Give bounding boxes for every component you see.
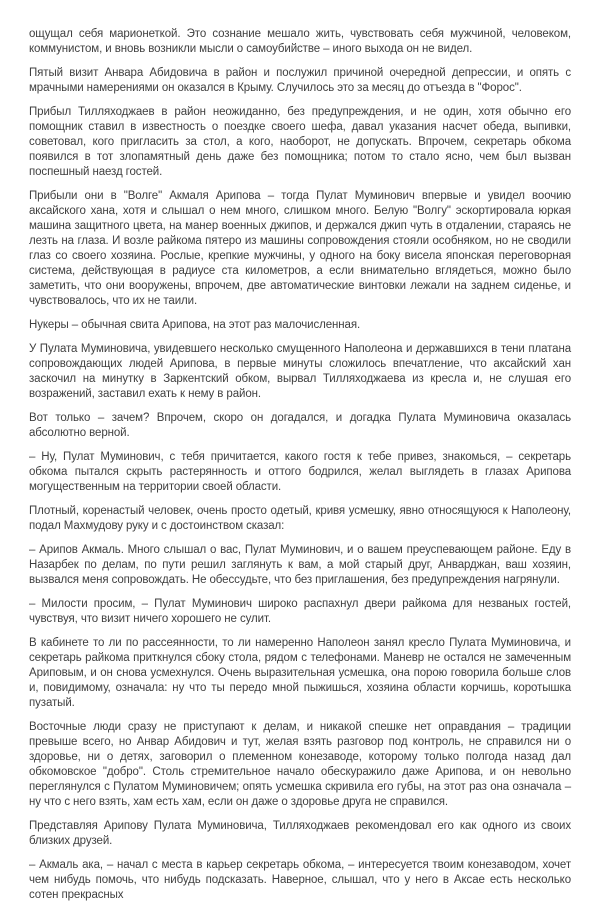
paragraph: – Ну, Пулат Муминович, с тебя причитается, какого гостя к тебе привез, знакомься, – секретарь обкома пытался скрыть растерянность и оттого бодрился, желал выглядеть в глазах Арипова могущественным на территории своей области.	[29, 451, 571, 493]
paragraph: Прибыл Тилляходжаев в район неожиданно, без предупреждения, и не один, хотя обычно его помощник ставил в известность о поездке своего шефа, давал указания насчет обеда, выпивки, советовал, кого пригласить за стол, а кого, наоборот, не допускать. Впрочем, секретарь обкома появился в тот злопамятный день даже без помощника; потом то стало ясно, чем был вызван поспешный наезд гостей.	[29, 106, 571, 178]
text-body	[29, 27, 571, 903]
paragraph: ощущал себя марионеткой. Это сознание мешало жить, чувствовать себя мужчиной, человеком, коммунистом, и вновь возникли мысли о самоубийстве – иного выхода он не видел.	[29, 28, 571, 55]
paragraph: – Милости просим, – Пулат Муминович широко распахнул двери райкома для незваных гостей, чувствуя, что визит ничего хорошего не сулит.	[29, 598, 571, 625]
paragraph: Пятый визит Анвара Абидовича в район и послужил причиной очередной депрессии, и опять с мрачными намерениями он оказался в Крыму. Случилось это за месяц до отъезда в "Форос".	[29, 67, 571, 94]
paragraph: Прибыли они в "Волге" Акмаля Арипова – тогда Пулат Муминович впервые и увидел воочию аксайского хана, хотя и слышал о нем много, слишком много. Белую "Волгу" эскортировала юркая машина защитного цвета, на манер военных джипов, и держался джип чуть в отдалении, стараясь не лезть на глаза. И возле райкома пятеро из машины сопровождения стояли особняком, но не сводили глаз со своего хозяина. Рослые, крепкие мужчины, у одного на боку висела японская переговорная система, действующая в радиусе ста километров, а если внимательно вглядеться, можно было заметить, что они вооружены, впрочем, две автоматические винтовки лежали на заднем сиденье, и чувствовалось, что их не таили.	[29, 190, 571, 307]
paragraph: В кабинете то ли по рассеянности, то ли намеренно Наполеон занял кресло Пулата Муминовича, и секретарь райкома приткнулся сбоку стола, рядом с телефонами. Маневр не остался не замеченным Ариповым, и он снова усмехнулся. Очень выразительная усмешка, она порою говорила больше слов и, повидимому, означала: ну что ты передо мной пыжишься, хозяина области корчишь, коротышка пузатый.	[29, 637, 571, 709]
paragraph: – Акмаль ака, – начал с места в карьер секретарь обкома, – интересуется твоим конезаводом, хочет чем нибудь помочь, что нибудь подсказать. Наверное, слышал, что у него в Аксае есть несколько сотен прекрасных	[29, 859, 571, 901]
paragraph: Вот только – зачем? Впрочем, скоро он догадался, и догадка Пулата Муминовича оказалась абсолютно верной.	[29, 412, 571, 439]
paragraph: Нукеры – обычная свита Арипова, на этот раз малочисленная.	[29, 319, 361, 331]
paragraph: Плотный, коренастый человек, очень просто одетый, кривя усмешку, явно относящуюся к Наполеону, подал Махмудову руку и с достоинством сказал:	[29, 505, 571, 532]
paragraph: – Арипов Акмаль. Много слышал о вас, Пулат Муминович, и о вашем преуспевающем районе. Еду в Назарбек по делам, по пути решил заглянуть к вам, а мой старый друг, Анварджан, ваш хозяин, вызвался меня сопровождать. Не обессудьте, что без приглашения, без предупреждения нагрянули.	[29, 544, 571, 586]
paragraph: Представляя Арипову Пулата Муминовича, Тилляходжаев рекомендовал его как одного из своих близких друзей.	[29, 820, 571, 847]
paragraph: Восточные люди сразу не приступают к делам, и никакой спешке нет оправдания – традиции превыше всего, но Анвар Абидович и тут, желая взять разговор под контроль, не справился ни о здоровье, ни о детях, заговорил о племенном конезаводе, которому только полгода назад дал обкомовское "добро". Столь стремительное начало обескуражило даже Арипова, и он невольно переглянулся с Пулатом Муминовичем; опять усмешка скривила его губы, на этот раз она означала – ну что с него взять, хам есть хам, если он даже о здоровье друга не справился.	[29, 721, 571, 808]
paragraph: У Пулата Муминовича, увидевшего несколько смущенного Наполеона и державшихся в тени платана сопровождающих людей Арипова, в первые минуты сложилось впечатление, что аксайский хан заскочил на минутку в Заркентский обком, вырвал Тилляходжаева из кресла и, не слушая его возражений, заставил ехать к нему в район.	[29, 343, 571, 400]
